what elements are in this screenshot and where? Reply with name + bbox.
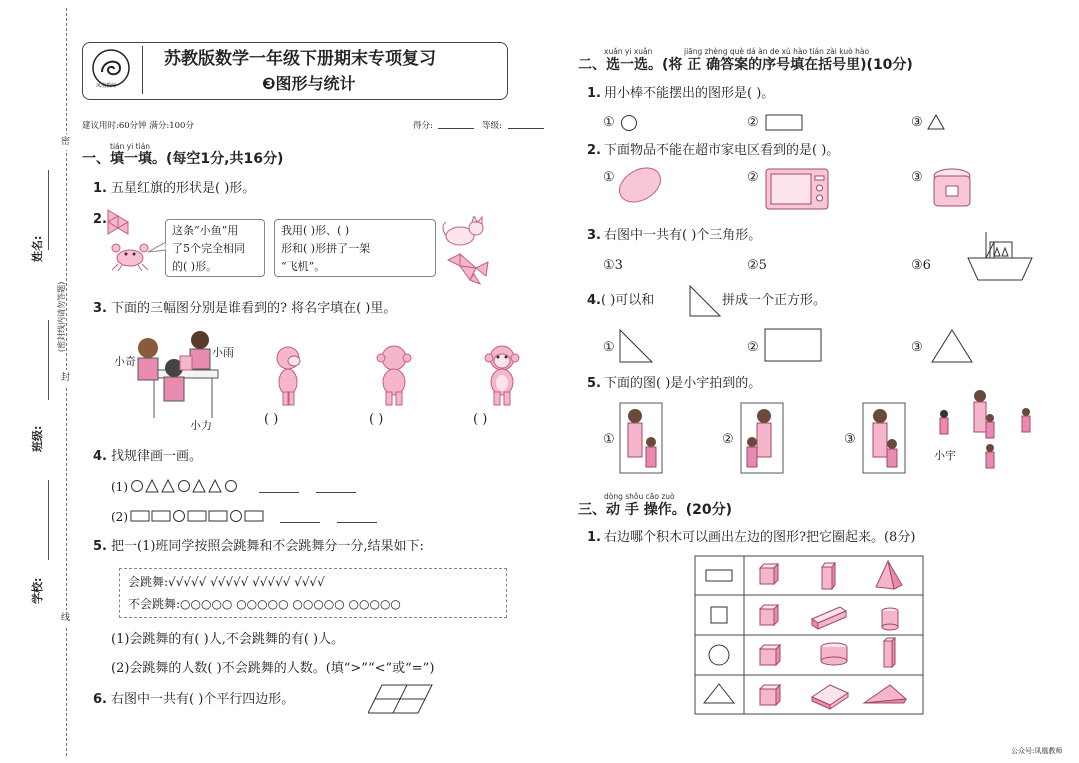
pattern-triangle-2 — [162, 480, 174, 492]
answer-paren-2[interactable]: ( ) — [369, 412, 384, 427]
q1-3-number: 3. — [93, 301, 107, 316]
isosceles-triangle-option — [930, 328, 974, 364]
footer-wechat: 公众号:凤凰教师 — [1011, 747, 1063, 755]
cat-figure — [440, 216, 490, 250]
q2-5-opt3[interactable]: ③ — [844, 432, 856, 447]
answer-paren-1[interactable]: ( ) — [264, 412, 279, 427]
rice-cooker-image — [930, 166, 974, 214]
fish-box-line-3: 的( )形。 — [172, 260, 218, 273]
section1-pinyin: tián yi tián — [110, 142, 151, 151]
cannot-dance-tally: 不会跳舞:○○○○○ ○○○○○ ○○○○○ ○○○○○ — [128, 597, 401, 611]
section3-heading: 三、动 手 操作。(20分) — [578, 502, 733, 518]
section2-heading: 二、选一选。(将 正 确答案的序号填在括号里)(10分) — [578, 57, 913, 73]
pattern-triangle-4 — [193, 480, 205, 492]
q1-1-text: 五星红旗的形状是( )形。 — [111, 181, 256, 196]
seal-char-3: 线 — [61, 610, 70, 626]
q1-3-text: 下面的三幅图分别是谁看到的? 将名字填在( )里。 — [111, 301, 397, 316]
monkey-back-view — [374, 344, 414, 408]
q2-1-opt1[interactable]: ① — [603, 115, 615, 130]
microwave-image — [765, 168, 829, 212]
plane-speech-box — [274, 219, 436, 277]
kids-table-scene — [118, 328, 226, 428]
circle-shape — [620, 114, 638, 132]
q2-2-number: 2. — [587, 143, 601, 158]
plane-box-line-2: 形和( )形拼了一架 — [281, 242, 371, 255]
q2-1-opt3[interactable]: ③ — [911, 115, 923, 130]
q2-4-text-a: ( )可以和 — [601, 293, 655, 308]
q2-1-number: 1. — [587, 86, 601, 101]
section3-pinyin: dòng shǒu cāo zuò — [604, 492, 675, 501]
q2-2-opt1[interactable]: ① — [603, 170, 615, 185]
kid-name-c: 小力 — [190, 419, 212, 432]
logo-text: 凤凰教师 — [96, 83, 117, 89]
section1-heading: 一、填一填。(每空1分,共16分) — [82, 151, 284, 167]
right-triangle-option — [618, 328, 654, 364]
monkey-side-view — [272, 344, 306, 408]
q1-5-text: 把一(1)班同学按照会跳舞和不会跳舞分一分,结果如下: — [111, 539, 424, 554]
pattern-row-1-label: (1) — [111, 480, 128, 494]
q2-4-number: 4. — [587, 293, 601, 308]
kid-name-a: 小奇 — [114, 355, 136, 368]
q1-4-text: 找规律画一画。 — [111, 449, 203, 464]
q3-1-text: 右边哪个积木可以画出左边的图形?把它圈起来。(8分) — [604, 530, 916, 545]
triangle-shape — [927, 113, 945, 131]
q2-5-opt1[interactable]: ① — [603, 432, 615, 447]
pattern-triangle-1 — [146, 480, 158, 492]
q2-2-opt2[interactable]: ② — [747, 170, 759, 185]
pattern-rect-1 — [152, 511, 170, 521]
parallelogram-figure — [368, 683, 434, 715]
photo-scene-figure — [930, 388, 1042, 478]
pattern-circle-6 — [226, 481, 237, 492]
boat-triangles-figure — [966, 228, 1034, 284]
q1-1-number: 1. — [93, 181, 107, 196]
tangram-plane-figure — [446, 250, 490, 286]
pattern-1-blank-1[interactable] — [259, 492, 299, 493]
section2-pinyin-a: xuǎn yi xuǎn — [604, 47, 653, 56]
q1-5-number: 5. — [93, 539, 107, 554]
q2-4-opt3[interactable]: ③ — [911, 340, 923, 355]
blocks-table — [694, 555, 924, 715]
pattern-triangle-5 — [209, 480, 221, 492]
crab-figure — [108, 240, 152, 272]
q3-1-number: 1. — [587, 530, 601, 545]
q2-5-text: 下面的图( )是小宇拍到的。 — [604, 376, 762, 391]
pattern-1-blank-2[interactable] — [316, 492, 356, 493]
no-answer-note: (密封线内请勿答题) — [57, 281, 66, 352]
q2-2-text: 下面物品不能在超市家电区看到的是( )。 — [604, 143, 840, 158]
q2-3-opt1[interactable]: ①3 — [603, 258, 623, 273]
xiaoyu-label: 小宇 — [934, 449, 956, 462]
name-label: 姓名: — [31, 235, 44, 262]
plane-box-line-1: 我用( )形、( ) — [281, 224, 350, 237]
grade-label: 等级: — [482, 121, 502, 131]
dance-tally-box — [119, 568, 507, 618]
pattern-row-2-label: (2) — [111, 510, 128, 524]
pattern-row-2 — [130, 508, 270, 524]
q1-6-text: 右图中一共有( )个平行四边形。 — [111, 692, 295, 707]
page-title: 苏教版数学一年级下册期末专项复习 — [164, 49, 436, 69]
q2-2-opt3[interactable]: ③ — [911, 170, 923, 185]
photo-option-2 — [740, 402, 784, 474]
q1-2-number: 2. — [93, 212, 107, 227]
q2-4-opt2[interactable]: ② — [747, 340, 759, 355]
plane-box-line-3: “飞机”。 — [281, 260, 326, 273]
pattern-rect-0 — [131, 511, 149, 521]
pattern-circle-3 — [179, 481, 190, 492]
logo — [86, 46, 143, 94]
q1-5-sub1: (1)会跳舞的有( )人,不会跳舞的有( )人。 — [111, 632, 345, 647]
fish-box-line-2: 了5个完全相同 — [172, 242, 245, 255]
rectangle-option — [764, 328, 824, 364]
score-label: 得分: — [413, 121, 433, 131]
pattern-row-1 — [130, 478, 250, 494]
seal-char-1: 密 — [61, 134, 70, 150]
q1-5-sub2: (2)会跳舞的人数( )不会跳舞的人数。(填“>”“<”或“=”) — [111, 661, 435, 676]
q2-3-number: 3. — [587, 228, 601, 243]
q2-3-opt3[interactable]: ③6 — [911, 258, 931, 273]
page-subtitle: ❸图形与统计 — [262, 74, 356, 93]
q2-5-opt2[interactable]: ② — [722, 432, 734, 447]
pattern-circle-2 — [174, 511, 185, 522]
q1-4-number: 4. — [93, 449, 107, 464]
pattern-2-blank-1[interactable] — [280, 522, 320, 523]
pattern-rect-6 — [245, 511, 263, 521]
pattern-circle-0 — [132, 481, 143, 492]
section2-pinyin-b: jiāng zhèng què dá àn de xù hào tián zài kuò hào — [684, 47, 870, 56]
fish-figure — [106, 208, 136, 238]
school-label: 学校: — [31, 577, 44, 604]
answer-paren-3[interactable]: ( ) — [473, 412, 488, 427]
kid-name-b: 小雨 — [212, 346, 234, 359]
q2-5-number: 5. — [587, 376, 601, 391]
sweet-potato-image — [615, 164, 665, 206]
photo-option-1 — [619, 402, 663, 474]
q2-3-text: 右图中一共有( )个三角形。 — [604, 228, 762, 243]
right-triangle-given — [688, 284, 722, 318]
seal-char-2: 封 — [61, 370, 70, 386]
q2-1-opt2[interactable]: ② — [747, 115, 759, 130]
fish-box-line-1: 这条“小鱼”用 — [172, 224, 239, 237]
time-hint: 建议用时:60分钟 满分:100分 — [82, 121, 194, 131]
q2-4-text-b: 拼成一个正方形。 — [722, 293, 827, 308]
q2-3-opt2[interactable]: ②5 — [747, 258, 767, 273]
pattern-rect-3 — [188, 511, 206, 521]
can-dance-tally: 会跳舞:√√√√√ √√√√√ √√√√√ √√√√ — [128, 575, 325, 589]
q1-6-number: 6. — [93, 692, 107, 707]
q2-1-text: 用小棒不能摆出的图形是( )。 — [604, 86, 775, 101]
class-label: 班级: — [31, 425, 44, 452]
photo-option-3 — [862, 402, 906, 474]
monkey-front-view — [482, 344, 522, 408]
pattern-2-blank-2[interactable] — [337, 522, 377, 523]
q2-4-opt1[interactable]: ① — [603, 340, 615, 355]
rectangle-shape — [765, 114, 805, 132]
pattern-rect-4 — [209, 511, 227, 521]
pattern-circle-5 — [231, 511, 242, 522]
fish-speech-box — [165, 219, 265, 277]
